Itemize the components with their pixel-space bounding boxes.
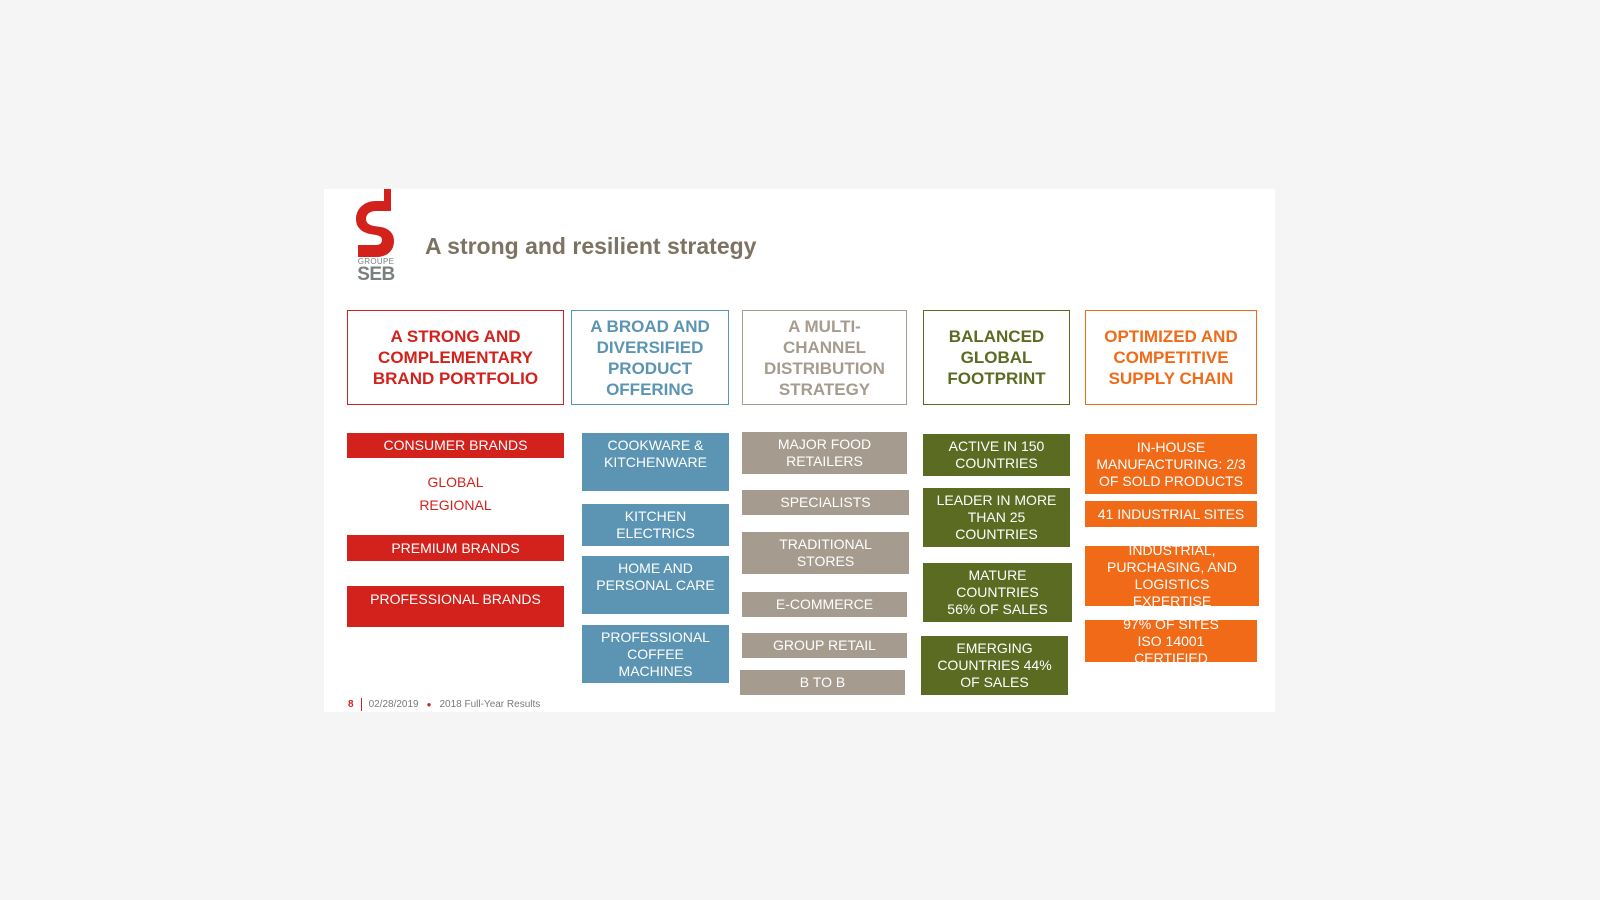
header-supply-chain: OPTIMIZED AND COMPETITIVE SUPPLY CHAIN xyxy=(1085,310,1257,405)
cookware-kitchenware-box: COOKWARE & KITCHENWARE xyxy=(582,433,729,491)
professional-brands-box: PROFESSIONAL BRANDS xyxy=(347,586,564,627)
regional-label: REGIONAL xyxy=(419,497,492,513)
footer-divider xyxy=(361,698,362,711)
mature-countries-box: MATURE COUNTRIES 56% OF SALES xyxy=(923,563,1072,622)
global-label: GLOBAL xyxy=(427,474,484,490)
slide xyxy=(324,189,1275,712)
leader-25-countries-box: LEADER IN MORE THAN 25 COUNTRIES xyxy=(923,488,1070,547)
traditional-stores-box: TRADITIONAL STORES xyxy=(742,532,909,574)
specialists-box: SPECIALISTS xyxy=(742,490,909,515)
logistics-expertise-box: INDUSTRIAL, PURCHASING, AND LOGISTICS EXPERTISE xyxy=(1085,546,1259,606)
kitchen-electrics-box: KITCHEN ELECTRICS xyxy=(582,504,729,546)
major-food-retailers-box: MAJOR FOOD RETAILERS xyxy=(742,432,907,474)
professional-coffee-machines-box: PROFESSIONAL COFFEE MACHINES xyxy=(582,625,729,683)
page-number: 8 xyxy=(348,699,354,710)
premium-brands-box: PREMIUM BRANDS xyxy=(347,535,564,561)
consumer-brands-box: CONSUMER BRANDS xyxy=(347,433,564,458)
page-title: A strong and resilient strategy xyxy=(425,233,757,259)
industrial-sites-box: 41 INDUSTRIAL SITES xyxy=(1085,501,1257,527)
emerging-countries-box: EMERGING COUNTRIES 44% OF SALES xyxy=(921,636,1068,695)
bullet-icon: ● xyxy=(426,700,432,709)
in-house-manufacturing-box: IN-HOUSE MANUFACTURING: 2/3 OF SOLD PRODUCTS xyxy=(1085,434,1257,494)
b-to-b-box: B TO B xyxy=(740,670,905,695)
header-brand-portfolio: A STRONG AND COMPLEMENTARY BRAND PORTFOLIO xyxy=(347,310,564,405)
iso-certified-box: 97% OF SITES ISO 14001 CERTIFIED xyxy=(1085,620,1257,662)
home-personal-care-box: HOME AND PERSONAL CARE xyxy=(582,556,729,614)
logo-big-text: SEB xyxy=(357,264,395,285)
group-retail-box: GROUP RETAIL xyxy=(742,633,907,658)
header-distribution-strategy: A MULTI-CHANNEL DISTRIBUTION STRATEGY xyxy=(742,310,907,405)
footer-event: 2018 Full-Year Results xyxy=(439,699,541,710)
header-global-footprint: BALANCED GLOBAL FOOTPRINT xyxy=(923,310,1070,405)
e-commerce-box: E-COMMERCE xyxy=(742,592,907,617)
slide-footer xyxy=(348,698,540,711)
header-product-offering: A BROAD AND DIVERSIFIED PRODUCT OFFERING xyxy=(571,310,729,405)
groupe-seb-logo-icon xyxy=(354,189,398,257)
footer-date: 02/28/2019 xyxy=(368,699,419,710)
active-150-countries-box: ACTIVE IN 150 COUNTRIES xyxy=(923,434,1070,476)
logo-small-text: GROUPE xyxy=(357,257,395,266)
